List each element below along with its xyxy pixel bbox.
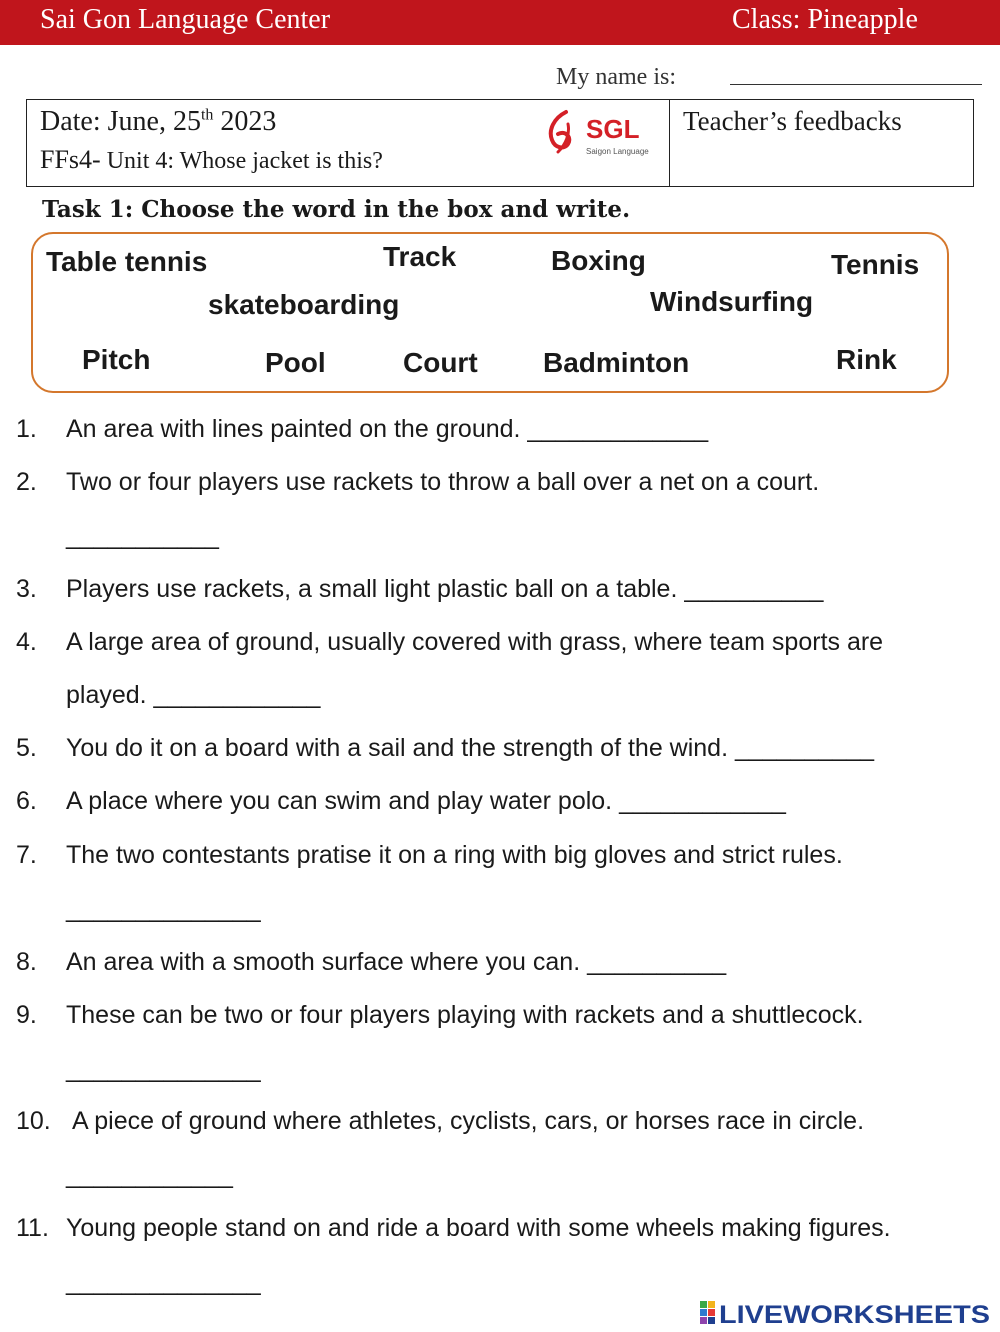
- question-text[interactable]: You do it on a board with a sail and the strength of the wind. __________: [66, 734, 875, 762]
- header-bar: [0, 0, 1000, 45]
- question-number: 8.: [16, 948, 37, 976]
- sgl-logo-icon: [546, 108, 656, 160]
- word-track: Track: [383, 241, 457, 272]
- question-number: 6.: [16, 787, 37, 815]
- teacher-feedback-label: Teacher’s feedbacks: [683, 106, 902, 136]
- question-number: 9.: [16, 1001, 37, 1029]
- question-number: 3.: [16, 575, 37, 603]
- question-text[interactable]: An area with a smooth surface where you can. __________: [66, 948, 727, 976]
- answer-blank-9[interactable]: ______________: [66, 1055, 261, 1083]
- question-number: 7.: [16, 841, 37, 869]
- word-badminton: Badminton: [543, 347, 690, 378]
- question-text: Two or four players use rackets to throw a ball over a net on a court.: [66, 468, 820, 496]
- question-text: The two contestants pratise it on a ring with big gloves and strict rules.: [66, 841, 843, 869]
- unit-line: FFs4- Unit 4: Whose jacket is this?: [40, 145, 383, 174]
- center-name: Sai Gon Language Center: [40, 4, 331, 35]
- answer-blank-11[interactable]: ______________: [66, 1268, 261, 1296]
- question-number: 10.: [16, 1107, 51, 1135]
- question-number: 11.: [16, 1214, 49, 1242]
- question-number: 4.: [16, 628, 37, 656]
- answer-line-4[interactable]: played. ____________: [66, 681, 321, 709]
- class-label: Class: Pineapple: [732, 4, 918, 35]
- svg-text:LIVEWORKSHEETS: LIVEWORKSHEETS: [719, 1301, 990, 1328]
- name-label: My name is:: [556, 64, 676, 90]
- question-text[interactable]: An area with lines painted on the ground. _____________: [66, 415, 709, 443]
- task-title: Task 1: Choose the word in the box and write.: [42, 196, 631, 223]
- word-court: Court: [403, 347, 478, 378]
- date-line: Date: June, 25th 2023: [40, 106, 277, 137]
- question-number: 5.: [16, 734, 37, 762]
- svg-text:Saigon Language: Saigon Language: [586, 147, 649, 156]
- answer-blank-7[interactable]: ______________: [66, 895, 261, 923]
- liveworksheets-logo-icon: [700, 1298, 992, 1328]
- info-table-divider: [669, 99, 670, 187]
- question-text: Young people stand on and ride a board with some wheels making figures.: [66, 1214, 891, 1242]
- question-number: 1.: [16, 415, 37, 443]
- name-input-line[interactable]: [730, 84, 982, 85]
- word-pool: Pool: [265, 347, 326, 378]
- word-skateboarding: skateboarding: [208, 289, 400, 320]
- question-number: 2.: [16, 468, 37, 496]
- question-text: A large area of ground, usually covered with grass, where team sports are: [66, 628, 884, 656]
- word-pitch: Pitch: [82, 344, 151, 375]
- word-table-tennis: Table tennis: [46, 246, 208, 277]
- question-text[interactable]: A place where you can swim and play water polo. ____________: [66, 787, 786, 815]
- question-text: These can be two or four players playing with rackets and a shuttlecock.: [66, 1001, 864, 1029]
- word-windsurfing: Windsurfing: [650, 286, 814, 317]
- question-text: A piece of ground where athletes, cyclists, cars, or horses race in circle.: [72, 1107, 865, 1135]
- word-tennis: Tennis: [831, 249, 920, 280]
- word-boxing: Boxing: [551, 245, 646, 276]
- answer-blank-2[interactable]: ___________: [66, 522, 219, 550]
- answer-blank-10[interactable]: ____________: [66, 1161, 233, 1189]
- word-rink: Rink: [836, 344, 897, 375]
- question-text[interactable]: Players use rackets, a small light plastic ball on a table. __________: [66, 575, 824, 603]
- svg-text:SGL: SGL: [586, 114, 640, 144]
